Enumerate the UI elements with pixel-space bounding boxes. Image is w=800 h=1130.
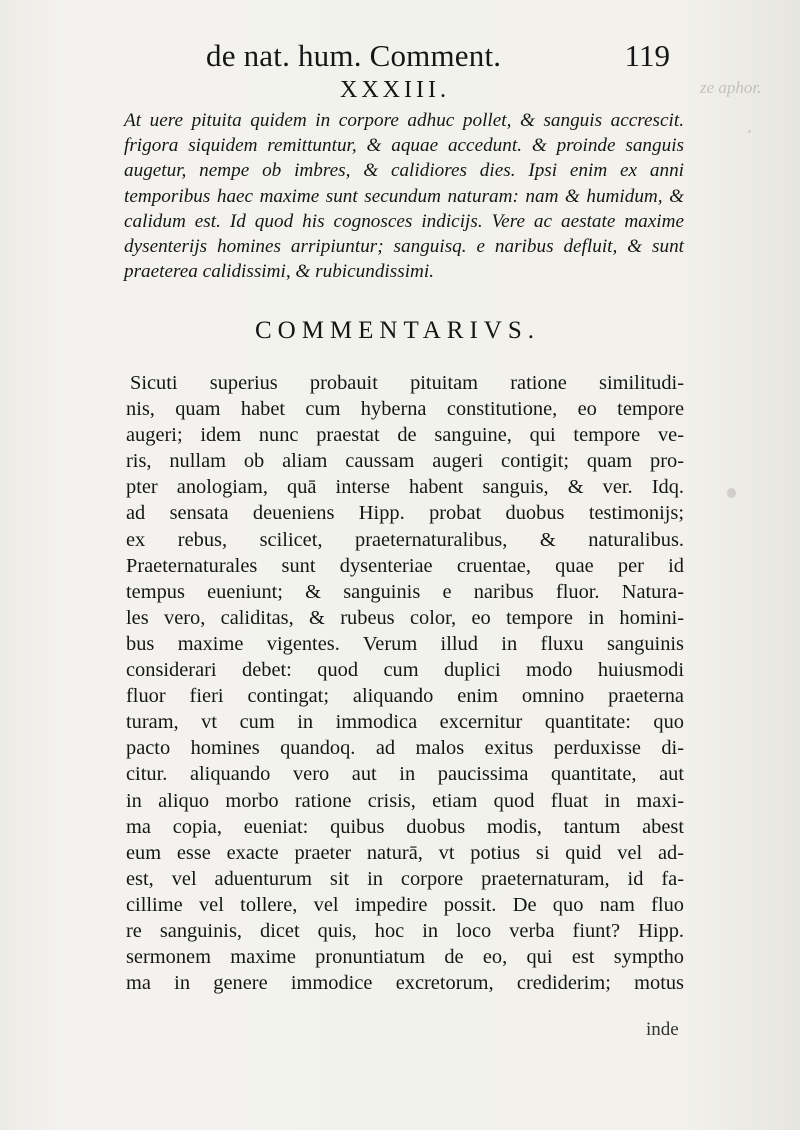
commentary-line: ma in genere immodice excretorum, crediderim; motus xyxy=(126,972,684,995)
commentary-line: ex rebus, scilicet, praeternaturalibus, & naturalibus. xyxy=(126,528,684,551)
commentary-line: bus maxime vigentes. Verum illud in fluxu sanguinis xyxy=(126,632,684,655)
commentary-line: ma copia, eueniat: quibus duobus modis, tantum abest xyxy=(126,815,684,838)
commentary-line: pacto homines quandoq. ad malos exitus perduxisse di- xyxy=(126,737,684,760)
commentary-line: pter anologiam, quā interse habent sanguis, & ver. Idq. xyxy=(126,476,684,499)
commentary-line: ris, nullam ob aliam caussam augeri contigit; quam pro- xyxy=(126,450,684,473)
commentary-line: sermonem maxime pronuntiatum de eo, qui est symptho xyxy=(126,946,684,969)
paper-spot xyxy=(727,488,736,498)
aphorism-text xyxy=(124,108,684,284)
paper-spot xyxy=(748,130,751,133)
commentary-heading: COMMENTARIVS. xyxy=(254,317,541,344)
commentary-line: eum esse exacte praeter naturā, vt potius si quid vel ad- xyxy=(126,841,684,864)
commentary-line: re sanguinis, dicet quis, hoc in loco verba fiunt? Hipp. xyxy=(126,919,684,942)
commentary-body xyxy=(126,370,684,996)
commentary-line: est, vel aduenturum sit in corpore praeternaturam, id fa- xyxy=(126,867,684,890)
commentary-line: nis, quam habet cum hyberna constitutione, eo tempore xyxy=(126,398,684,421)
commentary-line: turam, vt cum in immodica excernitur quantitate: quo xyxy=(126,711,684,734)
commentary-paragraph xyxy=(126,370,684,996)
commentary-line: Sicuti superius probauit pituitam ratione similitudi- xyxy=(130,372,684,394)
commentary-line: considerari debet: quod cum duplici modo huiusmodi xyxy=(126,659,684,682)
catchword: inde xyxy=(646,1019,679,1040)
section-number: XXXIII. xyxy=(340,77,450,103)
page-number: 119 xyxy=(624,38,670,73)
commentary-line: cillime vel tollere, vel impedire possit. De quo nam fluo xyxy=(126,893,684,916)
commentary-line: citur. aliquando vero aut in paucissima quantitate, aut xyxy=(126,763,684,786)
commentary-line: tempus eueniunt; & sanguinis e naribus fluor. Natura- xyxy=(126,580,684,603)
commentary-line: fluor fieri contingat; aliquando enim omnino praeterna xyxy=(126,685,684,708)
commentary-line: les vero, caliditas, & rubeus color, eo tempore in homini- xyxy=(126,606,684,629)
page-header xyxy=(206,36,676,76)
commentary-line: Praeternaturales sunt dysenteriae cruentae, quae per id xyxy=(126,554,684,577)
commentary-line: in aliquo morbo ratione crisis, etiam quod fluat in maxi- xyxy=(126,789,684,812)
commentary-line: ad sensata deueniens Hipp. probat duobus testimonijs; xyxy=(126,502,684,525)
aphorism-paragraph: At uere pituita quidem in corpore adhuc pollet, & sanguis accrescit. frigora siquidem remittuntur, & aquae accedunt. & proinde sanguis augetur, nempe ob imbres, & calidiores dies. Ipsi enim ex anni temporibus haec maxime sunt secundum naturam: nam & humidum, & calidum est. Id quod his cognosces indicijs. Vere ac aestate maxime dysenterijs homines arripiuntur; sanguisq. e naribus defluit, & sunt praeterea calidissimi, & rubicundissimi. xyxy=(124,110,684,283)
bleed-through-margin-note: ze aphor. xyxy=(700,78,762,97)
running-title: de nat. hum. Comment. xyxy=(206,38,502,73)
commentary-line: augeri; idem nunc praestat de sanguine, qui tempore ve- xyxy=(126,424,684,447)
